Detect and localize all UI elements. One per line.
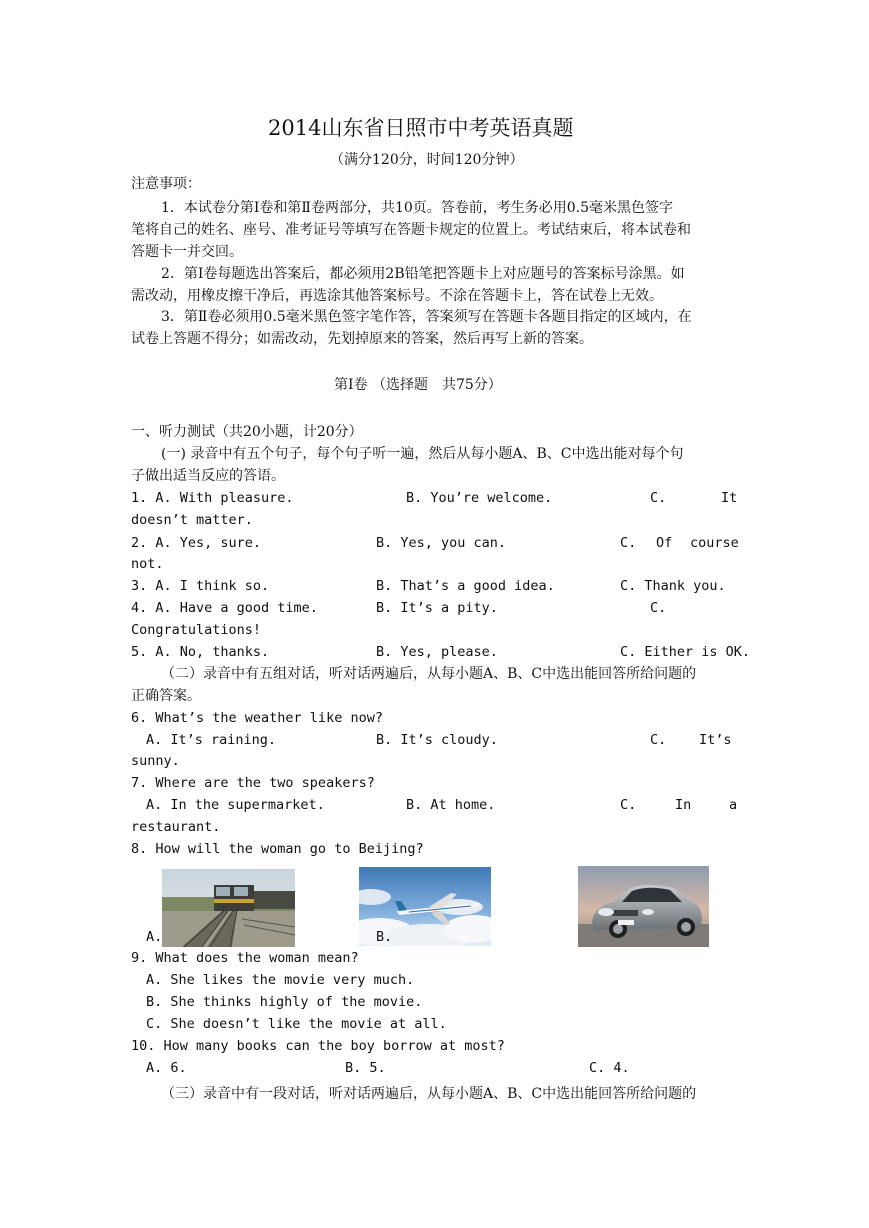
q3-option-a: 3. A. I think so. bbox=[131, 578, 270, 594]
part-1-heading: 一、听力测试（共20小题，计20分） bbox=[131, 424, 363, 440]
q1-option-a: 1. A. With pleasure. bbox=[131, 490, 294, 506]
q6-question: 6. What’s the weather like now? bbox=[131, 710, 383, 726]
q6-option-a: A. It’s raining. bbox=[146, 732, 277, 748]
q2-option-c-word-1: Of bbox=[656, 535, 673, 551]
q7-option-a: A. In the supermarket. bbox=[146, 797, 325, 813]
q9-question: 9. What does the woman mean? bbox=[131, 950, 359, 966]
q1-option-b: B. You’re welcome. bbox=[406, 490, 553, 506]
q8-question: 8. How will the woman go to Beijing? bbox=[131, 841, 424, 857]
notice-item-1-line-3: 答题卡一并交回。 bbox=[131, 244, 243, 260]
q1-option-c-wrap: doesn’t matter. bbox=[131, 512, 253, 528]
q6-option-b: B. It’s cloudy. bbox=[376, 732, 498, 748]
q7-question: 7. Where are the two speakers? bbox=[131, 775, 375, 791]
q4-option-a: 4. A. Have a good time. bbox=[131, 600, 318, 616]
sub-3-instruction-line-1: （三）录音中有一段对话，听对话两遍后，从每小题A、B、C中选出能回答所给问题的 bbox=[161, 1086, 697, 1102]
q8-option-a-label: A. bbox=[146, 929, 163, 945]
train-image bbox=[162, 869, 295, 947]
q7-option-c-word-2: a bbox=[729, 797, 738, 813]
q5-option-a: 5. A. No, thanks. bbox=[131, 644, 270, 660]
q6-option-c-label: C. bbox=[650, 732, 667, 748]
q7-option-b: B. At home. bbox=[406, 797, 496, 813]
q10-question: 10. How many books can the boy borrow at most? bbox=[131, 1038, 505, 1054]
q10-option-b: B. 5. bbox=[345, 1060, 386, 1076]
q7-option-c-word-1: In bbox=[675, 797, 692, 813]
q3-option-c: C. Thank you. bbox=[620, 578, 726, 594]
q6-option-c-word: It’s bbox=[699, 732, 732, 748]
notice-item-1-line-1: 1．本试卷分第Ⅰ卷和第Ⅱ卷两部分，共10页。答卷前，考生务必用0.5毫米黑色签字 bbox=[161, 200, 674, 216]
q5-option-c: C. Either is OK. bbox=[620, 644, 751, 660]
q10-option-a: A. 6. bbox=[146, 1060, 187, 1076]
sub-2-instruction-line-1: （二）录音中有五组对话，听对话两遍后，从每小题A、B、C中选出能回答所给问题的 bbox=[161, 666, 697, 682]
score-time-note: （满分120分，时间120分钟） bbox=[330, 152, 524, 168]
q10-option-c: C. 4. bbox=[589, 1060, 630, 1076]
q4-option-c-label: C. bbox=[650, 600, 667, 616]
q1-option-c-label: C. bbox=[650, 490, 667, 506]
q4-option-b: B. It’s a pity. bbox=[376, 600, 498, 616]
q7-option-c-label: C. bbox=[620, 797, 637, 813]
notice-item-3-line-2: 试卷上答题不得分；如需改动，先划掉原来的答案，然后再写上新的答案。 bbox=[131, 331, 593, 347]
notice-item-1-line-2: 笔将自己的姓名、座号、准考证号等填写在答题卡规定的位置上。考试结束后，将本试卷和 bbox=[131, 222, 691, 238]
sub-1-instruction-line-1: (一) 录音中有五个句子，每个句子听一遍，然后从每小题A、B、C中选出能对每个句 bbox=[161, 446, 684, 462]
q2-option-a: 2. A. Yes, sure. bbox=[131, 535, 262, 551]
q8-option-b-label: B. bbox=[376, 929, 393, 945]
car-image bbox=[578, 866, 709, 947]
q6-option-c-wrap: sunny. bbox=[131, 753, 180, 769]
q2-option-b: B. Yes, you can. bbox=[376, 535, 507, 551]
q2-option-c-wrap: not. bbox=[131, 556, 164, 572]
notice-item-2-line-2: 需改动，用橡皮擦干净后，再选涂其他答案标号。不涂在答题卡上，答在试卷上无效。 bbox=[131, 288, 663, 304]
q4-option-c-wrap: Congratulations! bbox=[131, 622, 262, 638]
q3-option-b: B. That’s a good idea. bbox=[376, 578, 555, 594]
q9-option-c: C. She doesn’t like the movie at all. bbox=[146, 1016, 447, 1032]
q9-option-b: B. She thinks highly of the movie. bbox=[146, 994, 423, 1010]
notice-item-3-line-1: 3．第Ⅱ卷必须用0.5毫米黑色签字笔作答，答案须写在答题卡各题目指定的区域内，在 bbox=[161, 309, 692, 325]
q1-option-c-word: It bbox=[721, 490, 738, 506]
sub-2-instruction-line-2: 正确答案。 bbox=[131, 688, 201, 704]
q5-option-b: B. Yes, please. bbox=[376, 644, 498, 660]
notice-item-2-line-1: 2．第Ⅰ卷每题选出答案后，都必须用2B铅笔把答题卡上对应题号的答案标号涂黑。如 bbox=[161, 266, 685, 282]
q2-option-c-label: C. bbox=[620, 535, 637, 551]
q7-option-c-wrap: restaurant. bbox=[131, 819, 221, 835]
q2-option-c-word-2: course bbox=[690, 535, 739, 551]
sub-1-instruction-line-2: 子做出适当反应的答语。 bbox=[131, 468, 285, 484]
q9-option-a: A. She likes the movie very much. bbox=[146, 972, 415, 988]
section-title: 第Ⅰ卷 （选择题 共75分） bbox=[334, 377, 502, 393]
page-title: 2014山东省日照市中考英语真题 bbox=[268, 116, 574, 140]
notice-heading: 注意事项： bbox=[131, 176, 201, 192]
